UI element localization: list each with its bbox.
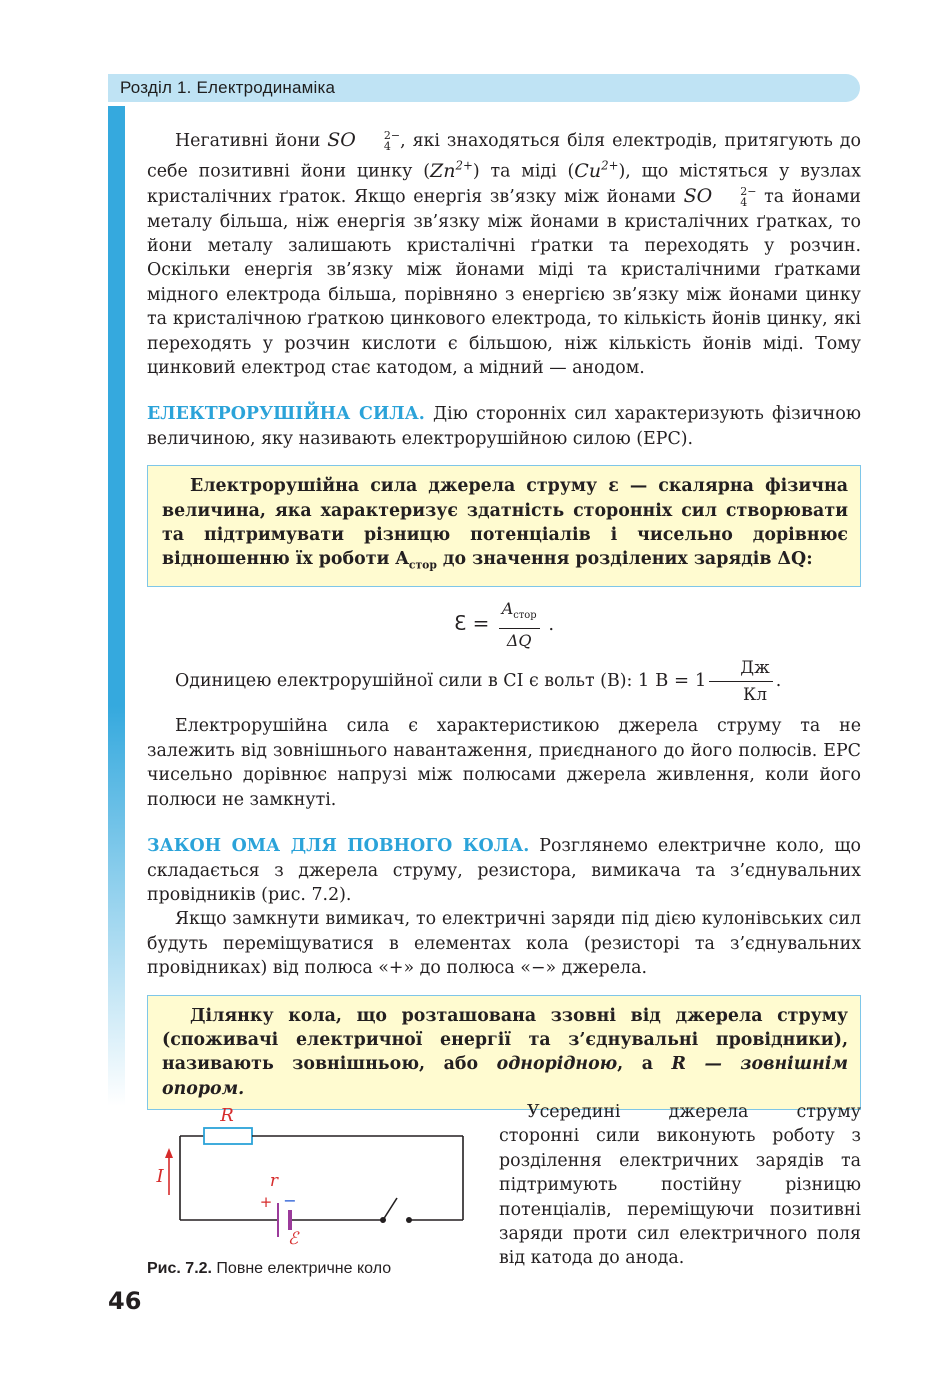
formula-work: A xyxy=(501,599,514,619)
formula-charge: ΔQ xyxy=(506,631,532,651)
emf-formula xyxy=(147,599,861,651)
switch-lever xyxy=(383,1198,397,1220)
external-circuit-definition-box xyxy=(147,995,861,1111)
formula-numerator xyxy=(499,599,540,629)
text-fragment: , які знаходяться біля електродів, притягують до себе позитивні йони цинку ( xyxy=(147,131,861,182)
formula-denominator xyxy=(499,629,540,651)
paragraph-ohm-intro xyxy=(147,834,861,907)
ion-charge: 2− xyxy=(383,129,401,142)
unit-fraction xyxy=(709,657,772,706)
switch-contact-left xyxy=(380,1217,386,1223)
label-r: r xyxy=(269,1171,279,1191)
label-I: I xyxy=(156,1166,164,1187)
ion-charge: 2+ xyxy=(455,158,473,173)
emphasis: — зовнішнім опором. xyxy=(162,1054,848,1099)
emf-definition xyxy=(162,474,848,578)
section-header xyxy=(108,74,860,102)
external-circuit-definition xyxy=(162,1004,848,1102)
formula-lhs: ℇ = xyxy=(453,611,496,636)
section-title: Розділ 1. Електродинаміка xyxy=(120,78,336,97)
figure-caption xyxy=(147,1260,391,1278)
unit-numerator: Дж xyxy=(709,657,772,682)
unit-denominator: Кл xyxy=(743,685,767,706)
text-fragment: Ділянку кола, що розташована ззовні від джерела струму (споживачі електричної енергії та з’єднувальні провідники), називають зовнішньою, або xyxy=(162,1005,848,1075)
figure-number: Рис. 7.2. xyxy=(147,1260,212,1277)
ion-formula: Cu xyxy=(574,159,602,182)
ion-cu xyxy=(574,160,618,182)
emf-definition-box xyxy=(147,465,861,587)
ion-so4 xyxy=(327,129,400,151)
ion-charge: 2− xyxy=(740,185,757,199)
figure-and-text-row xyxy=(147,1100,861,1280)
unit-formula-lhs: 1 В = 1 xyxy=(637,670,707,692)
text-fragment: ) та міді ( xyxy=(472,161,575,182)
paragraph-emf-property: Електрорушійна сила є характеристикою джерела струму та не залежить від зовнішнього навантаження, приєднаного до його полюсів. ЕРС чисельно дорівнює напрузі між полюсами джерела живлення, коли його полюси не замкнуті. xyxy=(147,716,861,810)
text-fragment: Дію сторонніх сил характеризують фізичною величиною, яку називають електрорушійною силою (ЕРС). xyxy=(147,404,862,449)
text-fragment: та йонами металу більша, ніж енергія зв’язку між йонами в кристалічних ґратках, то йони металу залишають кристалічні ґратки та переходять у розчин. Оскільки енергія зв’язку між йонами міді та кристалічними ґратками мідного електрода більша, порівняно з енергією зв’язку між йонами цинку та кристалічною ґраткою цинкового електрода, то кількість йонів цинку, які переходять у розчин кислоти є більшою, ніж кількість йонів міді. Тому цинковий електрод стає катодом, а мідний — анодом. xyxy=(147,187,861,378)
paragraph-ohm-switch: Якщо замкнути вимикач, то електричні заряди під дією кулонівських сил будуть переміщуватися в елементах кола (резисторі та з’єднувальних провідниках) від полюса «+» до полюса «−» джерела. xyxy=(147,909,861,979)
ion-formula: SO xyxy=(327,129,356,151)
label-minus: − xyxy=(283,1191,297,1210)
formula-fraction xyxy=(499,599,540,651)
ion-index: 4 xyxy=(383,140,391,153)
figure-caption-text: Повне електричне коло xyxy=(211,1260,392,1277)
text-fragment: . xyxy=(775,671,782,692)
circuit-diagram xyxy=(147,1100,477,1260)
ion-charge: 2+ xyxy=(601,158,619,173)
text-fragment: ), що містяться у вузлах кристалічних ґраток. Якщо енергія зв’язку між йонами xyxy=(147,161,861,208)
ion-index: 4 xyxy=(740,196,748,210)
resistor xyxy=(204,1128,252,1144)
ion-formula: Zn xyxy=(430,159,456,182)
text-fragment: Розглянемо електричне коло, що складається з джерела струму, резистора, вимикача та з’єднувальних провідників (рис. 7.2). xyxy=(147,836,862,905)
text-fragment: . xyxy=(542,614,555,636)
paragraph-unit xyxy=(147,657,861,706)
emf-section-title: ЕЛЕКТРОРУШІЙНА СИЛА. xyxy=(147,404,425,425)
sidebar-accent-bar xyxy=(108,106,125,1106)
main-content xyxy=(147,128,861,1110)
paragraph-emf-intro xyxy=(147,402,861,451)
paragraph-ions xyxy=(147,128,861,380)
emphasis: однорідною xyxy=(496,1054,618,1075)
ohm-section-title: ЗАКОН ОМА ДЛЯ ПОВНОГО КОЛА. xyxy=(147,836,530,857)
text-fragment: до значення розділених зарядів ΔQ: xyxy=(436,549,813,570)
page-number: 46 xyxy=(108,1287,142,1315)
current-arrow-head xyxy=(165,1148,173,1158)
ion-formula: SO xyxy=(683,185,713,208)
subscript: стор xyxy=(408,558,437,572)
text-fragment: , а xyxy=(617,1054,672,1075)
switch-contact-right xyxy=(406,1217,412,1223)
subscript: стор xyxy=(513,610,537,622)
label-emf: ℰ xyxy=(287,1229,299,1249)
text-fragment: Електрорушійна сила джерела струму ε — скалярна фізична величина, яка характеризує здатність сторонніх сил створювати та підтримувати різницю потенціалів і чисельно дорівнює відношенню їх роботи A xyxy=(162,476,848,570)
text-fragment: Одиницею електрорушійної сили в СІ є вольт (В): xyxy=(175,671,638,692)
resistance-symbol: R xyxy=(671,1054,686,1075)
label-R: R xyxy=(220,1105,234,1126)
paragraph-internal-forces: Усередині джерела струму сторонні сили виконують роботу з розділення електричних зарядів та підтримують постійну різницю потенціалів, переміщуючи позитивні заряди проти сил електричного поля від катода до анода. xyxy=(499,1102,861,1269)
ion-so4 xyxy=(683,185,757,210)
text-fragment: Негативні йони xyxy=(175,131,328,151)
ion-zn xyxy=(430,160,473,182)
label-plus: + xyxy=(259,1193,273,1211)
